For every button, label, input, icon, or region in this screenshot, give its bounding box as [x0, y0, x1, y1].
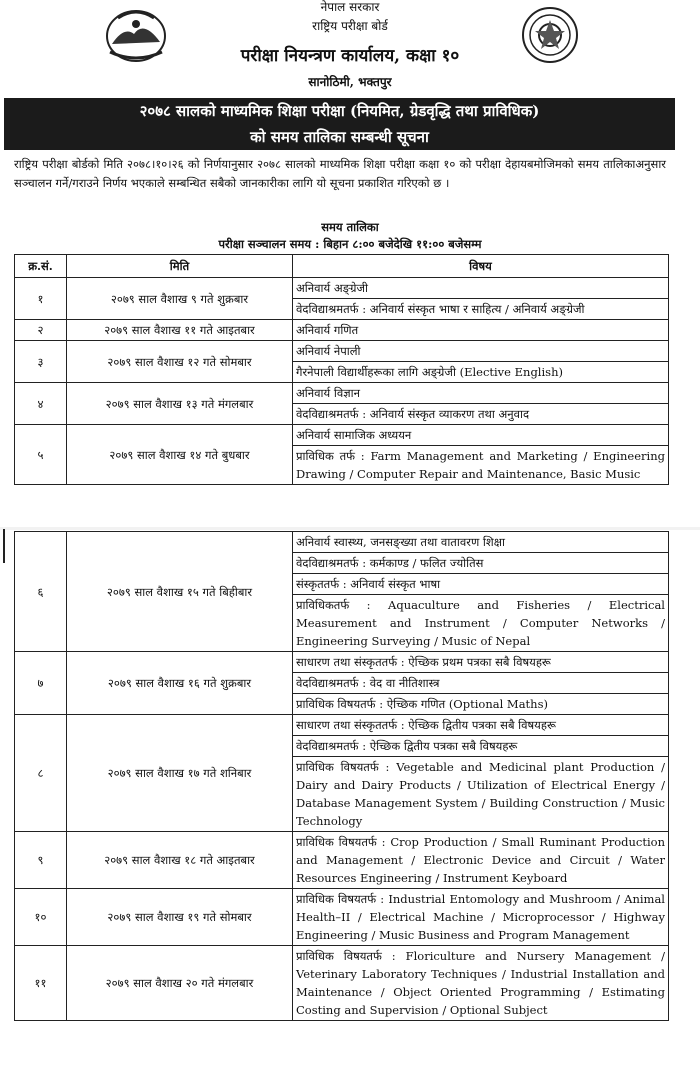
row-date: २०७९ साल वैशाख १७ गते शनिबार	[67, 715, 293, 832]
banner-line-1: २०७८ सालको माध्यमिक शिक्षा परीक्षा (नियमित, ग्रेडवृद्धि तथा प्राविधिक)	[139, 102, 540, 120]
table-row	[15, 946, 669, 1021]
row-subject: अनिवार्य स्वास्थ्य, जनसङ्ख्या तथा वातावरण शिक्षा	[293, 532, 669, 553]
timetable-title: समय तालिका	[321, 220, 379, 234]
intro-paragraph: राष्ट्रिय परीक्षा बोर्डको मिति २०७८।१०।२६ को निर्णयानुसार २०७८ सालको माध्यमिक शिक्षा परीक्षा कक्षा १० को परीक्षा देहायबमोजिमको समय तालिकाअनुसार सञ्चालन गर्ने/गराउने निर्णय भएकाले सम्बन्धित सबैको जानकारीका लागि यो सूचना प्रकाशित गरिएको छ ।	[14, 157, 666, 190]
row-date: २०७९ साल वैशाख १६ गते शुक्रबार	[67, 652, 293, 715]
row-subject: अनिवार्य नेपाली	[293, 341, 669, 362]
row-date: २०७९ साल वैशाख १४ गते बुधबार	[67, 425, 293, 485]
table-header-row	[15, 255, 669, 278]
row-date: २०७९ साल वैशाख १३ गते मंगलबार	[67, 383, 293, 425]
row-date: २०७९ साल वैशाख १२ गते सोमबार	[67, 341, 293, 383]
table-row	[15, 832, 669, 889]
row-subject: वेदविद्याश्रमतर्फ : ऐच्छिक द्वितीय पत्रका सबै विषयहरू	[293, 736, 669, 757]
row-subject: प्राविधिक विषयतर्फ : Floriculture and Nursery Management / Veterinary Laboratory Techniques / Industrial Installation and Maintenance / Object Oriented Programming / Estimating Costing and Supervision / Optional Subject	[293, 946, 669, 1021]
row-subject: वेदविद्याश्रमतर्फ : कर्मकाण्ड / फलित ज्योतिस	[293, 553, 669, 574]
table-row	[15, 532, 669, 553]
row-subject: अनिवार्य विज्ञान	[293, 383, 669, 404]
table-row	[15, 889, 669, 946]
row-subject: वेदविद्याश्रमतर्फ : अनिवार्य संस्कृत व्याकरण तथा अनुवाद	[293, 404, 669, 425]
header-date: मिति	[67, 255, 293, 278]
row-serial: १	[15, 278, 67, 320]
table-row	[15, 383, 669, 404]
office-location: सानोठिमी, भक्तपुर	[308, 75, 392, 89]
row-subject: प्राविधिकतर्फ : Aquaculture and Fisheries / Electrical Measurement and Instrument / Computer Networks / Engineering Surveying / Music of Nepal	[293, 595, 669, 652]
header-serial: क्र.सं.	[15, 255, 67, 278]
page-seam-mark	[3, 529, 5, 563]
row-date: २०७९ साल वैशाख ९ गते शुक्रबार	[67, 278, 293, 320]
row-serial: १०	[15, 889, 67, 946]
notice-banner	[4, 98, 675, 150]
row-subject: संस्कृततर्फ : अनिवार्य संस्कृत भाषा	[293, 574, 669, 595]
row-serial: ४	[15, 383, 67, 425]
header-subject: विषय	[293, 255, 669, 278]
table-row	[15, 320, 669, 341]
row-subject: प्राविधिक विषयतर्फ : Industrial Entomology and Mushroom / Animal Health–II / Electrical Machine / Microprocessor / Highway Engineering / Music Business and Program Management	[293, 889, 669, 946]
row-date: २०७९ साल वैशाख २० गते मंगलबार	[67, 946, 293, 1021]
table-row	[15, 278, 669, 299]
row-subject: वेदविद्याश्रमतर्फ : अनिवार्य संस्कृत भाषा र साहित्य / अनिवार्य अङ्ग्रेजी	[293, 299, 669, 320]
row-serial: २	[15, 320, 67, 341]
row-subject: प्राविधिक तर्फ : Farm Management and Marketing / Engineering Drawing / Computer Repair and Maintenance, Basic Music	[293, 446, 669, 485]
row-serial: ८	[15, 715, 67, 832]
row-subject: साधारण तथा संस्कृततर्फ : ऐच्छिक प्रथम पत्रका सबै विषयहरू	[293, 652, 669, 673]
row-subject: वेदविद्याश्रमतर्फ : वेद वा नीतिशास्त्र	[293, 673, 669, 694]
row-serial: ३	[15, 341, 67, 383]
table-row	[15, 652, 669, 673]
row-date: २०७९ साल वैशाख ११ गते आइतबार	[67, 320, 293, 341]
row-subject: अनिवार्य अङ्ग्रेजी	[293, 278, 669, 299]
row-serial: ७	[15, 652, 67, 715]
row-date: २०७९ साल वैशाख १९ गते सोमबार	[67, 889, 293, 946]
table-row	[15, 715, 669, 736]
row-subject: प्राविधिक विषयतर्फ : Vegetable and Medicinal plant Production / Dairy and Dairy Products / Utilization of Electrical Energy / Database Management System / Building Construction / Music Technology	[293, 757, 669, 832]
board-seal-icon	[521, 6, 579, 64]
row-subject: प्राविधिक विषयतर्फ : Crop Production / Small Ruminant Production and Management / Electronic Device and Circuit / Water Resources Engineering / Instrument Keyboard	[293, 832, 669, 889]
govt-name: नेपाल सरकार	[320, 0, 380, 14]
schedule-table-part-2	[14, 531, 669, 1021]
row-serial: ५	[15, 425, 67, 485]
row-subject: प्राविधिक विषयतर्फ : ऐच्छिक गणित (Optional Maths)	[293, 694, 669, 715]
row-date: २०७९ साल वैशाख १८ गते आइतबार	[67, 832, 293, 889]
banner-line-2: को समय तालिका सम्बन्धी सूचना	[250, 128, 429, 146]
table-row	[15, 341, 669, 362]
row-subject: अनिवार्य गणित	[293, 320, 669, 341]
row-serial: ९	[15, 832, 67, 889]
row-date: २०७९ साल वैशाख १५ गते बिहीबार	[67, 532, 293, 652]
office-name: परीक्षा नियन्त्रण कार्यालय, कक्षा १०	[240, 46, 460, 66]
row-subject: अनिवार्य सामाजिक अध्ययन	[293, 425, 669, 446]
page-seam	[0, 527, 700, 530]
board-name: राष्ट्रिय परीक्षा बोर्ड	[312, 19, 388, 33]
table-row	[15, 425, 669, 446]
row-subject: गैरनेपाली विद्यार्थीहरूका लागि अङ्ग्रेजी (Elective English)	[293, 362, 669, 383]
schedule-table-part-1	[14, 254, 669, 485]
row-subject: साधारण तथा संस्कृततर्फ : ऐच्छिक द्वितीय पत्रका सबै विषयहरू	[293, 715, 669, 736]
exam-time: परीक्षा सञ्चालन समय : बिहान ८:०० बजेदेखि ११:०० बजेसम्म	[218, 237, 482, 251]
notice-header	[0, 0, 700, 100]
row-serial: ६	[15, 532, 67, 652]
row-serial: ११	[15, 946, 67, 1021]
